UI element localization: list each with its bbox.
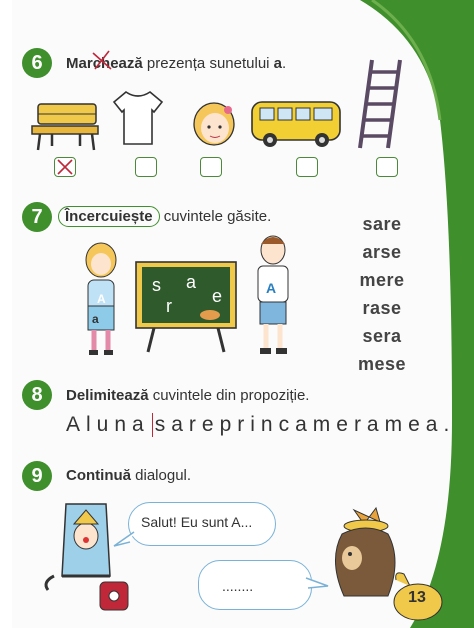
exercise-9-instruction bbox=[66, 467, 191, 484]
sentence-part-2: sareprincameramea. bbox=[154, 413, 456, 436]
board-letter-a: a bbox=[186, 272, 197, 292]
exercise-9-number: 9 bbox=[22, 461, 52, 491]
bubble-1-text: Salut! Eu sunt A... bbox=[141, 514, 253, 530]
speech-bubble-2[interactable] bbox=[198, 560, 312, 610]
checkbox-x-mark bbox=[55, 158, 75, 176]
checkbox-bus[interactable] bbox=[296, 157, 318, 177]
exercise-7-instruction bbox=[58, 208, 271, 225]
bubble-1-tail bbox=[112, 530, 136, 550]
girl-shirt-letter: A bbox=[97, 292, 106, 306]
board-letter-r: r bbox=[166, 296, 172, 316]
sentence-to-split bbox=[66, 413, 455, 437]
instr-rest: cuvintele din propoziție. bbox=[148, 387, 310, 404]
boy-figure bbox=[248, 232, 298, 362]
board-letter-s: s bbox=[152, 275, 161, 295]
instr-bold-circled: Încercuiește bbox=[58, 206, 160, 227]
instr-bold: Continuă bbox=[66, 467, 131, 484]
bench-image bbox=[30, 102, 102, 152]
checkbox-bench[interactable] bbox=[54, 157, 76, 177]
checkbox-girl-face[interactable] bbox=[200, 157, 222, 177]
instr-bold-part: Mar bbox=[66, 55, 93, 72]
strike-letters: ch bbox=[92, 55, 111, 72]
board-letter-e: e bbox=[212, 286, 223, 306]
instr-letter: a bbox=[273, 55, 282, 72]
word-item[interactable]: mere bbox=[359, 270, 405, 290]
instr-end: . bbox=[282, 55, 287, 72]
word-divider-mark bbox=[152, 413, 153, 437]
exercise-8-number: 8 bbox=[22, 380, 52, 410]
tshirt-image bbox=[112, 88, 164, 148]
exercise-8-instruction bbox=[66, 387, 309, 404]
checkbox-tshirt[interactable] bbox=[135, 157, 157, 177]
sentence-part-1: Aluna bbox=[66, 413, 150, 436]
word-item[interactable]: arse bbox=[362, 242, 402, 262]
word-item[interactable]: rase bbox=[362, 298, 402, 318]
girl-skirt-letter: a bbox=[92, 312, 99, 326]
instr-rest: dialogul. bbox=[131, 467, 192, 484]
word-item[interactable]: sera bbox=[362, 326, 402, 346]
word-item[interactable]: sare bbox=[362, 214, 402, 234]
boy-shirt-letter: A bbox=[266, 280, 277, 296]
bus-image bbox=[248, 98, 344, 150]
instr-bold: Delimitează bbox=[66, 387, 149, 404]
cross-mark bbox=[91, 49, 113, 73]
exercise-7-number: 7 bbox=[22, 202, 52, 232]
word-item[interactable]: mese bbox=[357, 354, 407, 374]
word-list bbox=[342, 210, 422, 378]
instr-rest: cuvintele găsite. bbox=[159, 208, 272, 225]
instr-strike-part bbox=[93, 55, 111, 72]
ladder-image bbox=[356, 58, 408, 150]
bubble-2-text: ........ bbox=[222, 578, 254, 594]
checkbox-ladder[interactable] bbox=[376, 157, 398, 177]
instr-rest: prezența sunetului bbox=[142, 55, 274, 72]
page-number: 13 bbox=[408, 589, 426, 606]
exercise-6-number: 6 bbox=[22, 48, 52, 78]
clown-puppet-image bbox=[40, 496, 130, 614]
girl-face-image bbox=[190, 98, 238, 148]
exercise-6-instruction bbox=[66, 55, 286, 72]
instr-bold-end: ează bbox=[110, 55, 143, 72]
